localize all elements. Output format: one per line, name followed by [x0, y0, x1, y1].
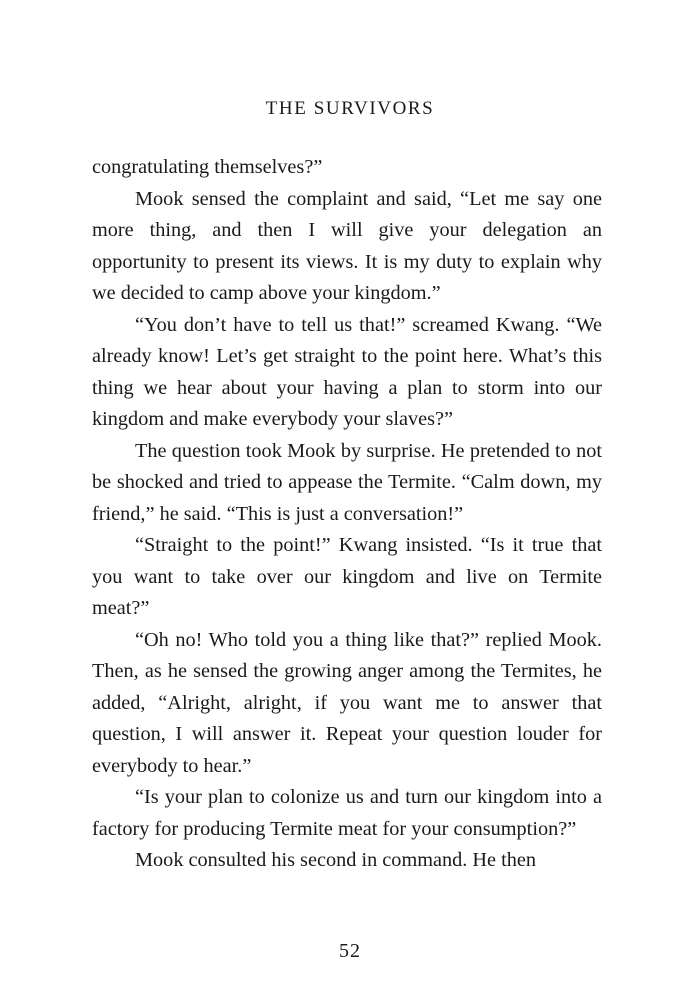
paragraph-4: The question took Mook by surprise. He pretended to not be shocked and tried to appease the Termite. “Calm down, my friend,” he said. “This is just a conversation!” [92, 439, 602, 525]
paragraph-7: “Is your plan to colonize us and turn our kingdom into a factory for producing Termite meat for your consumption?” [92, 786, 602, 840]
page-number: 52 [339, 940, 361, 962]
paragraph-3: “You don’t have to tell us that!” screamed Kwang. “We already know! Let’s get straight to the point here. What’s this thing we hear about your having a plan to storm into our kingdom and make everybody your slaves?” [92, 313, 602, 430]
running-head-title: THE SURVIVORS [265, 98, 435, 119]
paragraph-8: Mook consulted his second in command. He then [135, 849, 537, 871]
body-text [92, 152, 602, 877]
paragraph-2: Mook sensed the complaint and said, “Let me say one more thing, and then I will give your delegation an opportunity to present its views. It is my duty to explain why we decided to camp above your kingdom.” [92, 187, 602, 304]
paragraph-continuation: congratulating themselves?” [92, 156, 323, 178]
paragraph-5: “Straight to the point!” Kwang insisted. “Is it true that you want to take over our kingdom and live on Termite meat?” [92, 534, 602, 619]
paragraph-6: “Oh no! Who told you a thing like that?” replied Mook. Then, as he sensed the growing anger among the Termites, he added, “Alright, alright, if you want me to answer that question, I will answer it. Repeat your question louder for everybody to hear.” [92, 628, 602, 777]
